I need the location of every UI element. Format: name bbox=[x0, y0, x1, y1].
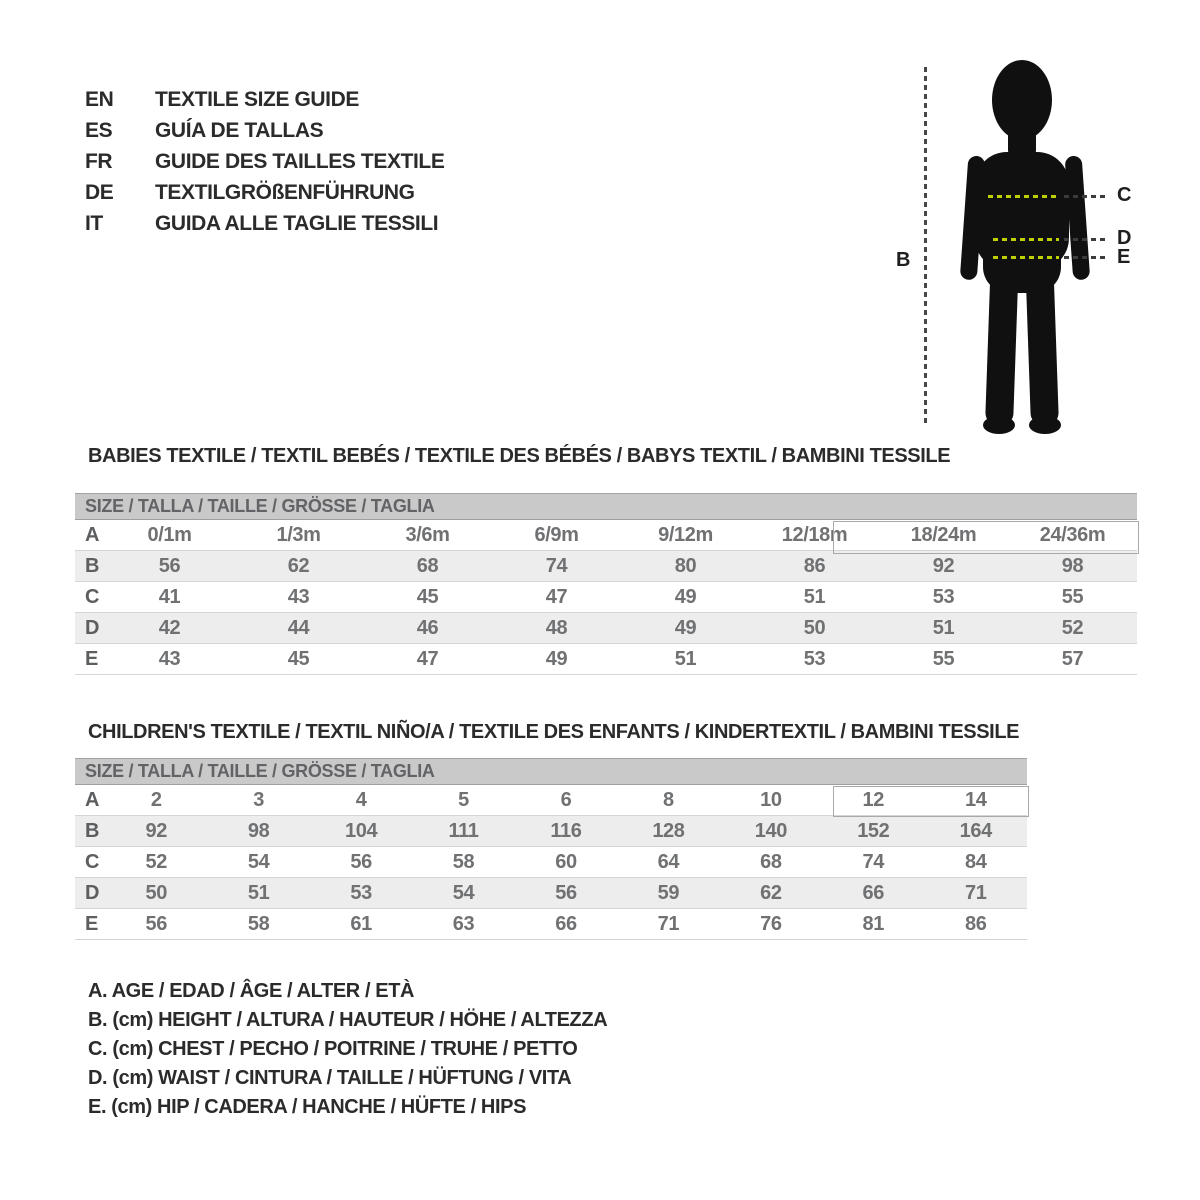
size-cell: 57 bbox=[1008, 644, 1137, 675]
chest-measure-line bbox=[988, 195, 1059, 198]
lang-code: DE bbox=[85, 181, 114, 204]
size-cell: 62 bbox=[720, 878, 822, 909]
size-cell: 81 bbox=[822, 909, 924, 940]
size-cell: 49 bbox=[621, 613, 750, 644]
size-cell: 5 bbox=[412, 785, 514, 816]
size-cell: 51 bbox=[207, 878, 309, 909]
lang-code: EN bbox=[85, 88, 114, 111]
size-cell: 52 bbox=[105, 847, 207, 878]
size-cell: 6 bbox=[515, 785, 617, 816]
size-table-row bbox=[75, 878, 1027, 909]
size-cell: 64 bbox=[617, 847, 719, 878]
children-section-title: CHILDREN'S TEXTILE / TEXTIL NIÑO/A / TEXTILE DES ENFANTS / KINDERTEXTIL / BAMBINI TESSILE bbox=[88, 721, 1020, 743]
size-cell: 45 bbox=[363, 582, 492, 613]
size-cell: 152 bbox=[822, 816, 924, 847]
size-table-header: SIZE / TALLA / TAILLE / GRÖSSE / TAGLIA bbox=[75, 759, 1027, 785]
lang-title: GUIDA ALLE TAGLIE TESSILI bbox=[155, 212, 439, 235]
size-cell: 55 bbox=[879, 644, 1008, 675]
row-label: D bbox=[75, 878, 105, 909]
size-cell: 0/1m bbox=[105, 520, 234, 551]
legend-age: A. AGE / EDAD / ÂGE / ALTER / ETÀ bbox=[88, 980, 415, 1002]
size-cell: 8 bbox=[617, 785, 719, 816]
legend-height: B. (cm) HEIGHT / ALTURA / HAUTEUR / HÖHE / ALTEZZA bbox=[88, 1009, 608, 1031]
size-cell: 54 bbox=[412, 878, 514, 909]
size-table-row bbox=[75, 582, 1137, 613]
size-cell: 3 bbox=[207, 785, 309, 816]
lang-row-de bbox=[85, 177, 444, 208]
size-cell: 68 bbox=[363, 551, 492, 582]
size-cell: 86 bbox=[925, 909, 1028, 940]
size-cell: 53 bbox=[750, 644, 879, 675]
child-silhouette bbox=[950, 58, 1100, 436]
size-cell: 49 bbox=[621, 582, 750, 613]
row-label: B bbox=[75, 551, 105, 582]
size-cell: 98 bbox=[1008, 551, 1137, 582]
lang-title: TEXTILGRÖßENFÜHRUNG bbox=[155, 181, 415, 204]
size-cell: 12/18m bbox=[750, 520, 879, 551]
lang-title: GUIDE DES TAILLES TEXTILE bbox=[155, 150, 445, 173]
lang-row-fr bbox=[85, 146, 444, 177]
size-cell: 104 bbox=[310, 816, 412, 847]
size-cell: 53 bbox=[879, 582, 1008, 613]
lang-code: IT bbox=[85, 212, 103, 235]
babies-highlight-box bbox=[833, 521, 1139, 554]
size-cell: 44 bbox=[234, 613, 363, 644]
size-cell: 71 bbox=[925, 878, 1028, 909]
size-cell: 51 bbox=[621, 644, 750, 675]
size-cell: 53 bbox=[310, 878, 412, 909]
size-cell: 4 bbox=[310, 785, 412, 816]
size-cell: 74 bbox=[822, 847, 924, 878]
size-cell: 48 bbox=[492, 613, 621, 644]
waist-measure-line bbox=[993, 238, 1059, 241]
size-cell: 49 bbox=[492, 644, 621, 675]
size-table-row bbox=[75, 551, 1137, 582]
size-cell: 92 bbox=[105, 816, 207, 847]
size-cell: 45 bbox=[234, 644, 363, 675]
lang-title: GUÍA DE TALLAS bbox=[155, 119, 324, 142]
size-cell: 111 bbox=[412, 816, 514, 847]
size-cell: 98 bbox=[207, 816, 309, 847]
row-label: C bbox=[75, 582, 105, 613]
children-highlight-box bbox=[833, 786, 1029, 817]
size-cell: 80 bbox=[621, 551, 750, 582]
row-label: D bbox=[75, 613, 105, 644]
size-table-header: SIZE / TALLA / TAILLE / GRÖSSE / TAGLIA bbox=[75, 494, 1137, 520]
size-cell: 51 bbox=[750, 582, 879, 613]
lang-title: TEXTILE SIZE GUIDE bbox=[155, 88, 359, 111]
measurement-legend bbox=[88, 977, 607, 1122]
size-cell: 10 bbox=[720, 785, 822, 816]
chest-label: C bbox=[1117, 184, 1132, 206]
lang-row-es bbox=[85, 115, 444, 146]
size-cell: 140 bbox=[720, 816, 822, 847]
size-cell: 47 bbox=[363, 644, 492, 675]
size-cell: 6/9m bbox=[492, 520, 621, 551]
size-cell: 47 bbox=[492, 582, 621, 613]
row-label: C bbox=[75, 847, 105, 878]
size-cell: 128 bbox=[617, 816, 719, 847]
size-cell: 86 bbox=[750, 551, 879, 582]
size-cell: 14 bbox=[925, 785, 1028, 816]
size-cell: 42 bbox=[105, 613, 234, 644]
size-cell: 55 bbox=[1008, 582, 1137, 613]
size-cell: 63 bbox=[412, 909, 514, 940]
size-cell: 41 bbox=[105, 582, 234, 613]
size-table-row bbox=[75, 644, 1137, 675]
size-cell: 58 bbox=[207, 909, 309, 940]
lang-code: ES bbox=[85, 119, 113, 142]
size-cell: 46 bbox=[363, 613, 492, 644]
size-cell: 3/6m bbox=[363, 520, 492, 551]
hip-measure-line bbox=[993, 256, 1059, 259]
size-cell: 84 bbox=[925, 847, 1028, 878]
size-cell: 24/36m bbox=[1008, 520, 1137, 551]
waist-label: D bbox=[1117, 227, 1132, 249]
row-label: E bbox=[75, 644, 105, 675]
hip-leader-line bbox=[1064, 256, 1109, 259]
size-cell: 76 bbox=[720, 909, 822, 940]
legend-waist: D. (cm) WAIST / CINTURA / TAILLE / HÜFTUNG / VITA bbox=[88, 1067, 572, 1089]
size-cell: 56 bbox=[310, 847, 412, 878]
size-cell: 56 bbox=[105, 909, 207, 940]
size-table-row bbox=[75, 847, 1027, 878]
row-label: A bbox=[75, 785, 105, 816]
language-title-list bbox=[85, 84, 444, 239]
size-cell: 74 bbox=[492, 551, 621, 582]
legend-hip: E. (cm) HIP / CADERA / HANCHE / HÜFTE / HIPS bbox=[88, 1096, 527, 1118]
size-cell: 1/3m bbox=[234, 520, 363, 551]
waist-leader-line bbox=[1064, 238, 1109, 241]
size-cell: 164 bbox=[925, 816, 1028, 847]
size-table-row bbox=[75, 816, 1027, 847]
height-measure-line bbox=[924, 67, 927, 423]
row-label: B bbox=[75, 816, 105, 847]
size-cell: 43 bbox=[105, 644, 234, 675]
size-cell: 54 bbox=[207, 847, 309, 878]
size-table-row bbox=[75, 613, 1137, 644]
hip-label: E bbox=[1117, 246, 1130, 268]
row-label: E bbox=[75, 909, 105, 940]
size-cell: 51 bbox=[879, 613, 1008, 644]
size-cell: 92 bbox=[879, 551, 1008, 582]
size-cell: 58 bbox=[412, 847, 514, 878]
size-cell: 71 bbox=[617, 909, 719, 940]
size-cell: 52 bbox=[1008, 613, 1137, 644]
size-cell: 60 bbox=[515, 847, 617, 878]
size-cell: 56 bbox=[515, 878, 617, 909]
size-cell: 59 bbox=[617, 878, 719, 909]
size-cell: 18/24m bbox=[879, 520, 1008, 551]
size-cell: 2 bbox=[105, 785, 207, 816]
height-label: B bbox=[896, 249, 911, 271]
size-cell: 66 bbox=[515, 909, 617, 940]
size-cell: 66 bbox=[822, 878, 924, 909]
legend-chest: C. (cm) CHEST / PECHO / POITRINE / TRUHE / PETTO bbox=[88, 1038, 578, 1060]
size-cell: 12 bbox=[822, 785, 924, 816]
size-cell: 62 bbox=[234, 551, 363, 582]
size-cell: 68 bbox=[720, 847, 822, 878]
chest-leader-line bbox=[1064, 195, 1109, 198]
lang-code: FR bbox=[85, 150, 113, 173]
lang-row-en bbox=[85, 84, 444, 115]
babies-section-title: BABIES TEXTILE / TEXTIL BEBÉS / TEXTILE DES BÉBÉS / BABYS TEXTIL / BAMBINI TESSILE bbox=[88, 445, 951, 467]
size-cell: 50 bbox=[105, 878, 207, 909]
size-cell: 9/12m bbox=[621, 520, 750, 551]
size-table-row bbox=[75, 909, 1027, 940]
lang-row-it bbox=[85, 208, 444, 239]
size-cell: 116 bbox=[515, 816, 617, 847]
size-cell: 50 bbox=[750, 613, 879, 644]
size-cell: 43 bbox=[234, 582, 363, 613]
size-cell: 61 bbox=[310, 909, 412, 940]
size-cell: 56 bbox=[105, 551, 234, 582]
row-label: A bbox=[75, 520, 105, 551]
